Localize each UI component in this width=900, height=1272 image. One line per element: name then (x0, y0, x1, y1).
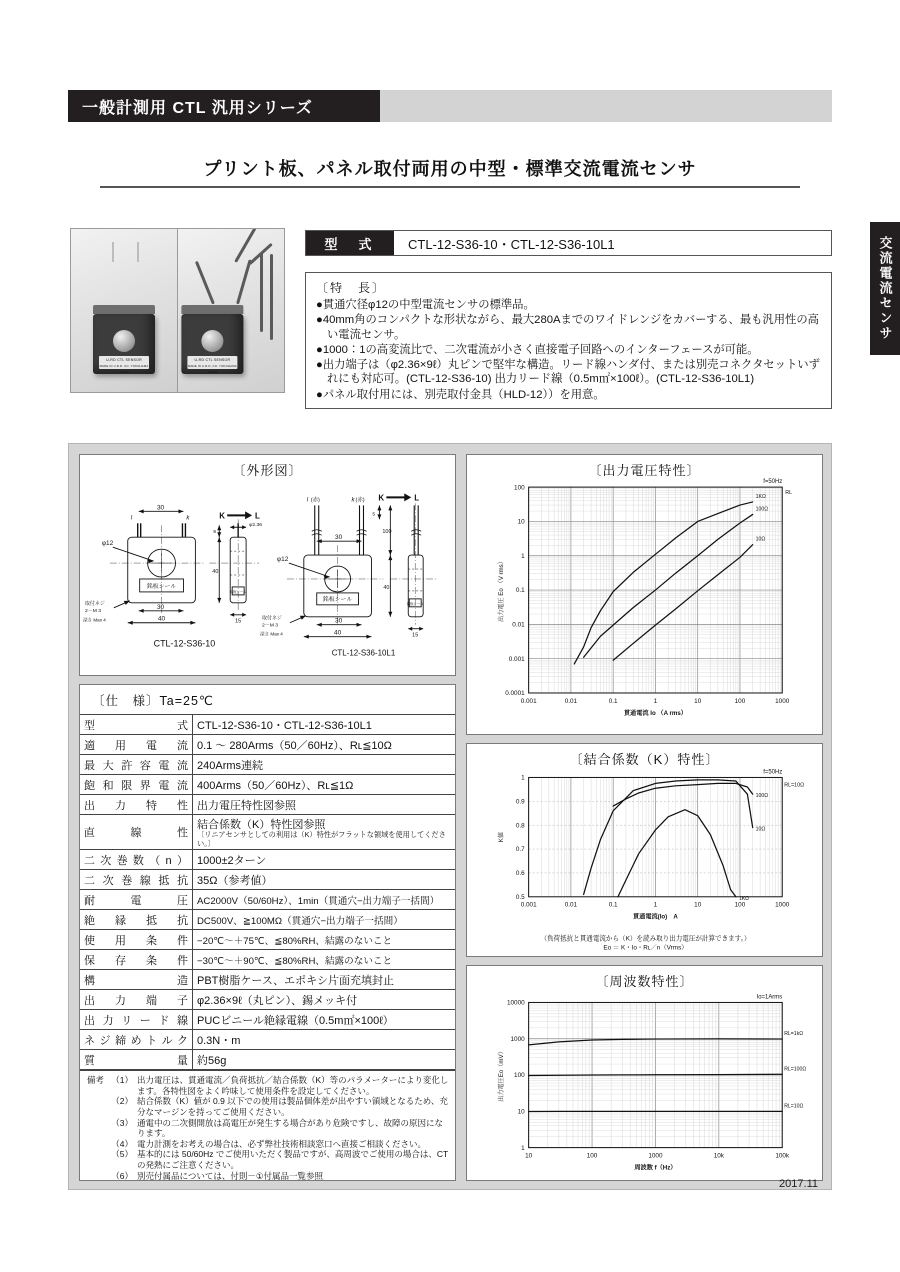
svg-text:1: 1 (653, 697, 658, 705)
feature-item: ●1000：1の高変流比で、二次電流が小さく直接電子回路へのインターフェースが可能。 (316, 343, 759, 356)
svg-text:0.8: 0.8 (515, 822, 525, 830)
outline-terminal-k-red: (赤) (355, 497, 365, 504)
svg-text:0.1: 0.1 (608, 901, 618, 909)
svg-text:RL=10Ω: RL=10Ω (784, 1103, 804, 1110)
product-photo-pin-type (71, 229, 177, 392)
svg-text:0.001: 0.001 (508, 655, 525, 663)
remark-text: 結合係数（K）値が 0.9 以下での使用は製品個体差が出やすい領域となるため、充分なマージンを持ってご使用ください。 (137, 1096, 448, 1117)
outline-terminal-k-left: k (186, 515, 190, 522)
svg-text:RL=10Ω: RL=10Ω (784, 782, 805, 789)
photo-case-top (93, 305, 155, 314)
features-heading: 〔特 長〕 (316, 281, 387, 295)
svg-text:0.001: 0.001 (520, 901, 537, 909)
outline-terminal-k-right: k (351, 497, 355, 504)
svg-text:100Ω: 100Ω (755, 506, 769, 513)
svg-text:1000: 1000 (775, 901, 790, 909)
title-divider (100, 186, 800, 188)
svg-text:0.5: 0.5 (515, 893, 525, 901)
outline-dim-30-top-right: 30 (335, 534, 343, 542)
spec-row-value: 0.1 ～ 280Arms（50／60Hz）、Rʟ≦10Ω (193, 735, 456, 755)
side-tab-category (870, 222, 900, 355)
svg-text:0.7: 0.7 (515, 846, 525, 854)
remark-item (87, 1096, 449, 1117)
spec-row-value: PUCビニール絶縁電線（0.5m㎡×100ℓ） (193, 1010, 456, 1030)
outline-terminal-l-right: l (306, 497, 309, 504)
svg-text:（負荷抵抗と貫通電流から（K）を読み取り出力電圧が計算できま: （負荷抵抗と貫通電流から（K）を読み取り出力電圧が計算できます。） (540, 935, 751, 943)
feature-item: ●40mm角のコンパクトな形状ながら、最大280Aまでのワイドレンジをカバーする、最も汎用性の高い電流センサ。 (316, 314, 819, 341)
series-banner-extension (380, 90, 832, 122)
photo-lead-wire-2a (236, 259, 252, 304)
remark-label (87, 1171, 107, 1182)
svg-text:10: 10 (525, 1152, 533, 1160)
svg-text:0.01: 0.01 (564, 697, 578, 705)
series-banner (68, 90, 380, 122)
svg-text:RL=1kΩ: RL=1kΩ (784, 1031, 804, 1038)
features-box (305, 272, 832, 409)
photo-through-hole-2 (201, 330, 223, 352)
spec-row (80, 715, 455, 735)
svg-text:100: 100 (734, 901, 746, 909)
spec-row-value: CTL-12-S36-10・CTL-12-S36-10L1 (193, 715, 456, 735)
outline-model-name-left: CTL-12-S36-10 (153, 638, 216, 649)
outline-arrow-l-right: L (414, 493, 420, 503)
svg-text:100Ω: 100Ω (755, 793, 769, 800)
outline-hole-label-right: φ12 (276, 556, 289, 564)
spec-row (80, 930, 455, 950)
spec-row (80, 735, 455, 755)
outline-dim-15-right: 15 (412, 632, 419, 639)
svg-text:10: 10 (517, 1108, 525, 1116)
product-photos (70, 228, 285, 393)
remark-label (87, 1139, 107, 1150)
svg-text:1000: 1000 (510, 1035, 525, 1043)
spec-row (80, 950, 455, 970)
svg-text:0.01: 0.01 (564, 901, 578, 909)
svg-text:1: 1 (521, 1144, 525, 1152)
remark-item (87, 1149, 449, 1170)
coupling-coefficient-chart-title: 〔結合係数（K）特性〕 (569, 752, 720, 767)
photo-case-body (93, 314, 155, 374)
svg-text:周波数 f（Hz）: 周波数 f（Hz） (634, 1164, 677, 1172)
svg-text:f=50Hz: f=50Hz (763, 769, 783, 776)
spec-row-value: AC2000V（50/60Hz）、1min（貫通穴−出力端子一括間） (193, 890, 456, 910)
remark-item (87, 1139, 449, 1150)
spec-row (80, 775, 455, 795)
svg-text:10: 10 (694, 697, 702, 705)
svg-text:0.6: 0.6 (515, 870, 525, 878)
svg-text:100: 100 (734, 697, 746, 705)
spec-row-key: 出力リード線 (80, 1010, 193, 1030)
spec-row-value: PBT樹脂ケース、エポキシ片面充填封止 (193, 970, 456, 990)
photo-through-hole (113, 330, 135, 352)
svg-text:0.0001: 0.0001 (505, 690, 525, 698)
photo-lead-wire-2c (270, 254, 273, 340)
svg-text:f=50Hz: f=50Hz (763, 479, 783, 486)
remark-text: 電力計測をお考えの場合は、必ず弊社技術相談窓口へ直接ご相談ください。 (137, 1138, 427, 1149)
remark-number: （1） (111, 1075, 133, 1086)
spec-row-value: 結合係数（K）特性図参照 〔リニアセンサとしての利用は（K）特性がフラットな領域を使用してください。〕 (193, 815, 456, 850)
spec-row (80, 970, 455, 990)
frequency-response-chart-card (466, 965, 823, 1181)
outline-hole-label-left: φ12 (101, 540, 114, 548)
spec-row-key: 二次巻数（n） (80, 850, 193, 870)
svg-text:RL: RL (785, 490, 793, 497)
spec-row-key: 直線性 (80, 815, 193, 850)
svg-text:貫通電流(Io) A: 貫通電流(Io) A (633, 913, 678, 921)
remark-item (87, 1075, 449, 1096)
svg-text:10Ω: 10Ω (755, 536, 766, 543)
spec-row-value: 35Ω（参考値） (193, 870, 456, 890)
svg-text:0.1: 0.1 (608, 697, 618, 705)
spec-row-value: φ2.36×9ℓ（丸ピン）、錫メッキ付 (193, 990, 456, 1010)
spec-row-key: 飽和限界電流 (80, 775, 193, 795)
revision-date: 2017.11 (779, 1178, 818, 1190)
model-number-value: CTL-12-S36-10・CTL-12-S36-10L1 (408, 236, 615, 252)
spec-row-note: 〔リニアセンサとしての利用は（K）特性がフラットな領域を使用してください。〕 (197, 830, 446, 848)
remark-text: 別売付属品については、付則－①付属品一覧参照 (137, 1170, 323, 1181)
coupling-coefficient-chart-card (466, 743, 823, 957)
spec-row-key: 絶縁抵抗 (80, 910, 193, 930)
remark-number: （6） (111, 1170, 133, 1181)
remark-number: （2） (111, 1096, 133, 1107)
photo-pin-left (112, 242, 114, 262)
spec-row (80, 815, 455, 850)
outline-screw-label-1-left: 取付ネジ (84, 601, 105, 607)
outline-dim-100-right: 100 (382, 529, 392, 536)
spec-row-value: 約56g (193, 1050, 456, 1070)
remark-item (87, 1118, 449, 1139)
spec-row-value: DC500V、≧100MΩ（貫通穴−出力端子一括間） (193, 910, 456, 930)
svg-text:K値: K値 (497, 831, 505, 843)
feature-item: ●パネル取付用には、別売取付金具（HLD-12））を用意。 (316, 388, 605, 401)
outline-dim-30-bottom-left: 30 (156, 603, 165, 611)
spec-row (80, 755, 455, 775)
outline-dim-40-right: 40 (334, 629, 342, 637)
svg-text:0.01: 0.01 (512, 621, 525, 629)
photo-name-plate-2-line2: MADE IN U.R.D. CO. YOKOHAMA JAPAN (187, 364, 237, 374)
spec-row (80, 1030, 455, 1050)
photo-name-plate-2 (187, 356, 237, 374)
svg-text:0.1: 0.1 (515, 587, 525, 595)
svg-text:0.9: 0.9 (515, 798, 525, 806)
spec-row (80, 890, 455, 910)
photo-lead-wire-1a (195, 261, 215, 305)
model-key-label: 型 式 (306, 231, 394, 255)
product-photo-lead-type (177, 229, 284, 392)
photo-lead-wire-1c (260, 252, 263, 332)
remark-text: 通電中の二次側開放は高電圧が発生する場合があり危険ですし、故障の原因になります。 (137, 1117, 444, 1139)
outline-dim-h40-right: 40 (383, 584, 390, 591)
photo-name-plate-line2: MADE IN U.R.D. CO. YOKOHAMA JAPAN (99, 364, 149, 374)
svg-text:10Ω: 10Ω (755, 826, 766, 833)
remark-text: 基本的には 50/60Hz でご使用いただく製品ですが、高周波でご使用の場合は、CTの発熱にご注意ください。 (137, 1149, 449, 1170)
spec-row-value: −20℃～＋75℃、≦80%RH、結露のないこと (193, 930, 456, 950)
output-voltage-chart-title: 〔出力電圧特性〕 (588, 463, 701, 478)
outline-arrow-k-right: K (378, 493, 385, 503)
remarks-section (80, 1070, 455, 1184)
spec-row-key: 使用条件 (80, 930, 193, 950)
frequency-response-chart-title: 〔周波数特性〕 (595, 974, 694, 989)
spec-row (80, 910, 455, 930)
spec-row-key: 構造 (80, 970, 193, 990)
outline-plate-seal-left: 銘板シール (146, 583, 177, 590)
svg-text:10000: 10000 (506, 999, 525, 1007)
svg-text:1: 1 (521, 552, 525, 560)
spec-row-value: 240Arms連続 (193, 755, 456, 775)
specifications-table (80, 714, 455, 1070)
outline-screw-label-3-left: 深さ Max 4 (82, 617, 106, 623)
outline-screw-label-2-left: 2－M 3 (84, 608, 101, 614)
svg-text:出力電圧 Eo （V rms）: 出力電圧 Eo （V rms） (497, 558, 505, 623)
outline-plate-seal-right: 銘板シール (322, 596, 353, 603)
spec-row-value: 400Arms（50／60Hz）、Rʟ≦1Ω (193, 775, 456, 795)
outline-drawing-title: 〔外形図〕 (232, 463, 303, 478)
spec-row-key: 二次巻線抵抗 (80, 870, 193, 890)
spec-row-key: 質 量 (80, 1050, 193, 1070)
spec-row (80, 990, 455, 1010)
svg-text:10: 10 (517, 518, 525, 526)
svg-text:1000: 1000 (775, 697, 790, 705)
spec-row-key: 最大許容電流 (80, 755, 193, 775)
svg-text:100: 100 (514, 1072, 525, 1080)
spec-heading: 〔仕 様〕Ta=25℃ (92, 694, 214, 708)
outline-plate-seal-side-right: 銘板シール (406, 601, 424, 606)
outline-screw-label-3-right: 深さ Max 4 (260, 631, 283, 637)
photo-case-top-2 (181, 305, 243, 314)
outline-drawing-card (79, 454, 456, 676)
svg-text:1KΩ: 1KΩ (755, 493, 766, 500)
outline-dim-15-left: 15 (235, 618, 242, 625)
svg-text:1: 1 (653, 901, 658, 909)
series-label: 一般計測用 CTL 汎用シリーズ (82, 99, 313, 117)
svg-text:10k: 10k (713, 1152, 724, 1160)
outline-arrow-l-left: L (255, 511, 260, 521)
outline-dim-h40-left: 40 (212, 569, 219, 576)
outline-pin-height-left: 9 (213, 530, 217, 536)
svg-text:100: 100 (586, 1152, 598, 1160)
svg-text:RL=100Ω: RL=100Ω (784, 1066, 807, 1073)
feature-item: ●貫通穴径φ12の中型電流センサの標準品。 (316, 299, 535, 311)
output-voltage-chart-card (466, 454, 823, 735)
spec-row (80, 850, 455, 870)
spec-row-key: 出力端子 (80, 990, 193, 1010)
spec-row (80, 870, 455, 890)
features-list (316, 298, 823, 402)
spec-row-value: −30℃～＋90℃、≦80%RH、結露のないこと (193, 950, 456, 970)
model-number-row (305, 230, 832, 256)
remark-item (87, 1171, 449, 1182)
outline-pin-dia-left: φ2.36 (249, 523, 263, 529)
outline-dim-5-right: 5 (372, 512, 376, 518)
photo-name-plate-line1: U-RD CTL SENSOR (106, 358, 142, 362)
svg-text:1KΩ: 1KΩ (738, 895, 750, 902)
svg-text:1000: 1000 (648, 1152, 663, 1160)
outline-drawing-svg (80, 475, 455, 675)
photo-pin-right (137, 242, 139, 262)
svg-text:出力電圧Eo（mV）: 出力電圧Eo（mV） (497, 1048, 505, 1102)
spec-row (80, 1010, 455, 1030)
spec-row-value: 1000±2ターン (193, 850, 456, 870)
specifications-card (79, 684, 456, 1181)
outline-dim-30-bottom-right: 30 (335, 617, 343, 625)
remark-label (87, 1096, 107, 1117)
remark-number: （5） (111, 1149, 133, 1160)
spec-row-key: 適用電流 (80, 735, 193, 755)
spec-row-key: 型 式 (80, 715, 193, 735)
spec-row-key: 耐電圧 (80, 890, 193, 910)
photo-case-body-2 (181, 314, 243, 374)
svg-text:貫通電流 Io （A rms）: 貫通電流 Io （A rms） (623, 709, 687, 717)
remark-number: （4） (111, 1138, 133, 1149)
frequency-response-chart-svg (467, 984, 822, 1180)
photo-name-plate (99, 356, 149, 374)
content-panel (68, 443, 832, 1190)
side-tab-label: 交流電流センサ (877, 236, 893, 341)
svg-text:1: 1 (521, 774, 525, 782)
output-voltage-chart-svg (467, 471, 822, 729)
svg-text:0.001: 0.001 (520, 697, 537, 705)
svg-text:Eo ＝ K・Io・Rʟ／n（Vrms）: Eo ＝ K・Io・Rʟ／n（Vrms） (603, 944, 688, 952)
spec-row-key: ネジ締めトルク (80, 1030, 193, 1050)
svg-text:100: 100 (514, 484, 525, 492)
svg-text:10: 10 (694, 901, 702, 909)
coupling-coefficient-chart-svg (467, 762, 822, 956)
outline-dim-40-left: 40 (157, 615, 166, 623)
outline-terminal-l-red: (赤) (310, 497, 320, 504)
outline-screw-label-1-right: 取付ネジ (262, 616, 282, 622)
spec-row-key: 保存条件 (80, 950, 193, 970)
svg-text:Io=1Arms: Io=1Arms (756, 994, 783, 1001)
spec-row (80, 1050, 455, 1070)
remark-label: 備考 (87, 1075, 105, 1086)
remark-number: （3） (111, 1117, 133, 1128)
spec-row (80, 795, 455, 815)
spec-row-value: 0.3N・m (193, 1030, 456, 1050)
svg-text:100k: 100k (775, 1152, 790, 1160)
outline-terminal-l-left: l (130, 515, 133, 522)
outline-plate-seal-side-left: 銘板シール (229, 589, 247, 594)
remark-label (87, 1118, 107, 1139)
remark-text: 出力電圧は、貫通電流／負荷抵抗／結合係数（K）等のパラメーターにより変化します。各特性図をよく吟味して使用条件を設定してください。 (137, 1075, 449, 1096)
spec-row-key: 出力特性 (80, 795, 193, 815)
outline-arrow-k-left: K (219, 511, 225, 521)
photo-name-plate-2-line1: U-RD CTL SENSOR (194, 358, 231, 362)
outline-model-name-right: CTL-12-S36-10L1 (331, 648, 396, 658)
outline-dim-30-top-left: 30 (156, 504, 165, 512)
feature-item: ●出力端子は（φ2.36×9ℓ）丸ピンで堅牢な構造。リード線ハンダ付、または別売コネクタセットいずれにも対応可。(CTL-12-S36-10) 出力リード線（0.5m㎡×100ℓ）。(CTL-12-S36-10L1) (316, 358, 820, 386)
outline-screw-label-2-right: 2－M 3 (262, 623, 279, 629)
remark-label (87, 1149, 107, 1170)
spec-row-value: 出力電圧特性図参照 (193, 795, 456, 815)
page-title: プリント板、パネル取付両用の中型・標準交流電流センサ (203, 159, 697, 179)
